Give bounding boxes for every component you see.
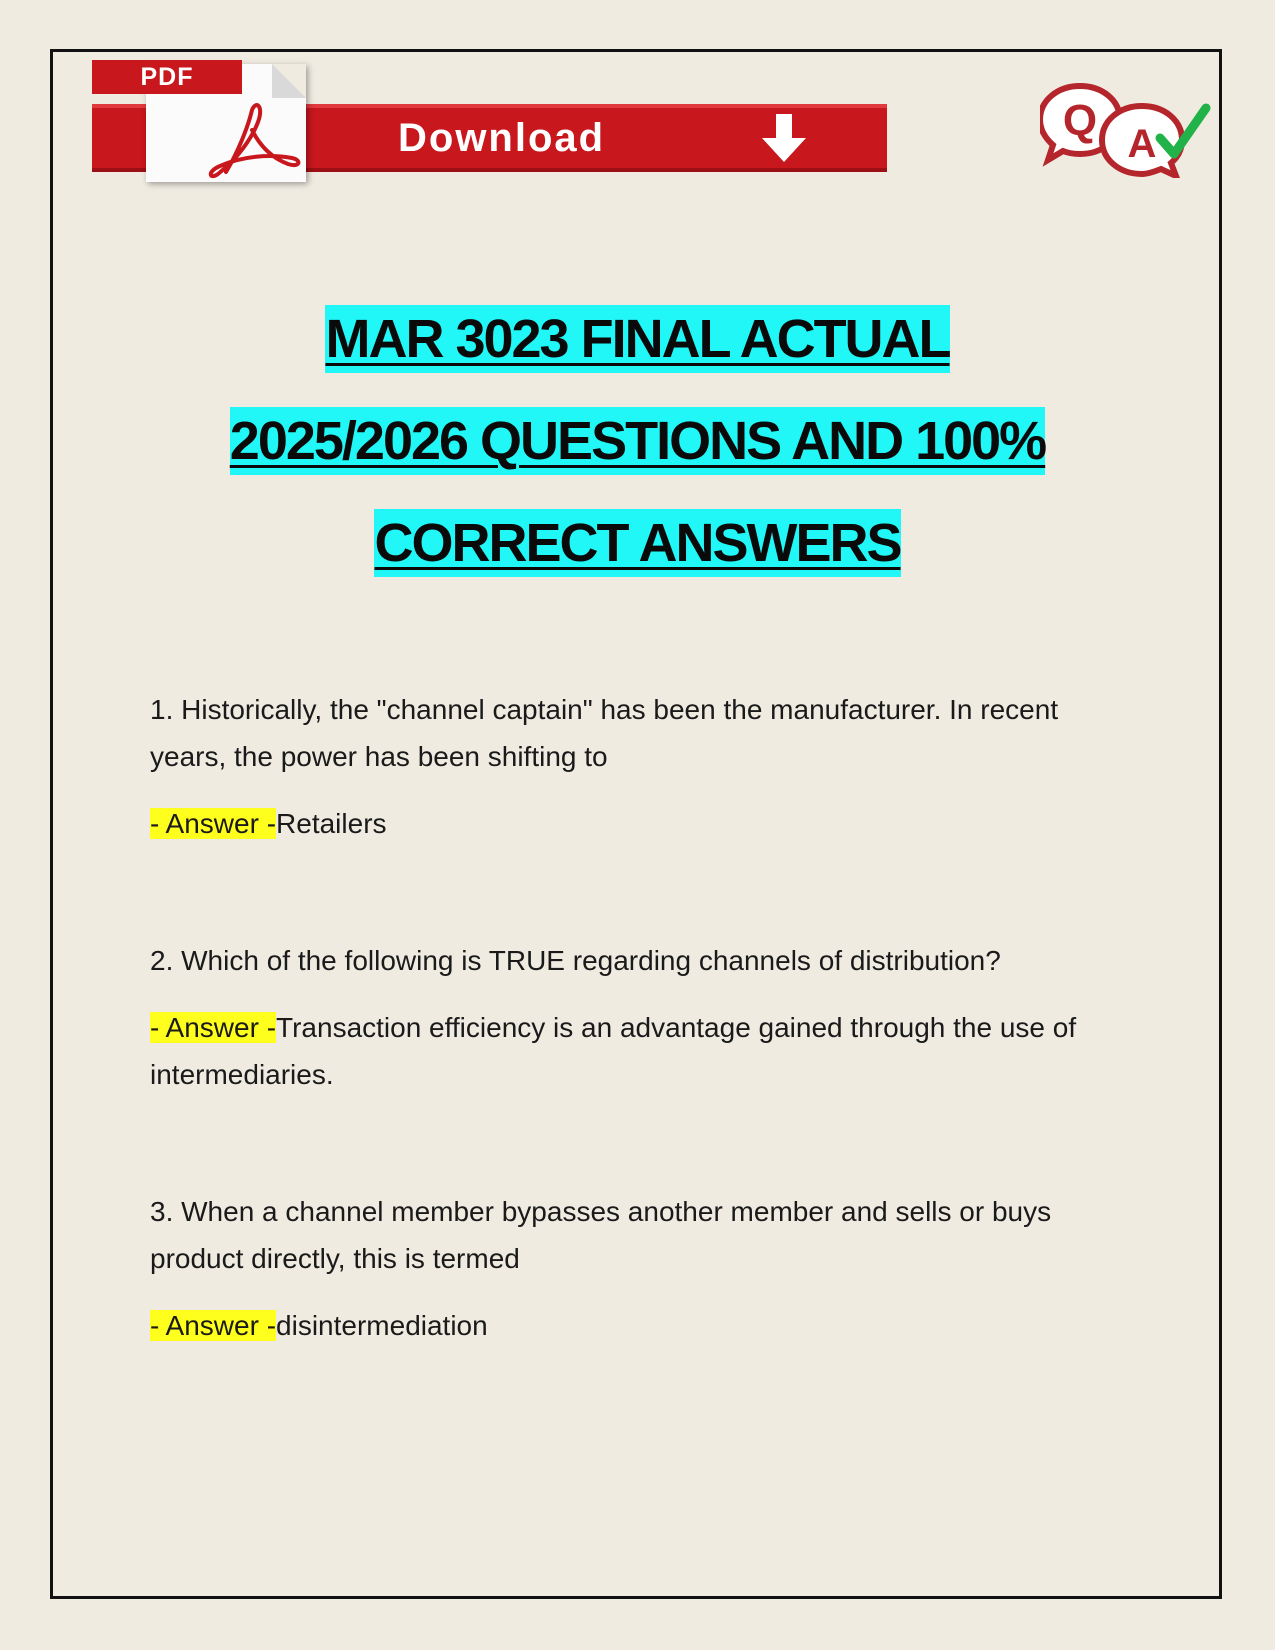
pdf-label: PDF (92, 60, 242, 94)
answer-tag: - Answer - (150, 808, 277, 839)
page-fold (272, 64, 306, 98)
download-label: Download (398, 116, 606, 160)
answer-text: Transaction efficiency is an advantage gained through the use of intermediaries. (150, 1012, 1077, 1090)
question-item (150, 686, 1140, 847)
answer-line (150, 800, 1140, 847)
title-line-3: CORRECT ANSWERS (374, 509, 900, 577)
question-list (150, 686, 1140, 1439)
question-item (150, 1188, 1140, 1349)
qa-speech-bubbles-icon (1040, 78, 1212, 178)
title-line-2: 2025/2026 QUESTIONS AND 100% (230, 407, 1045, 475)
qa-logo-a: A (1127, 122, 1157, 166)
title-line-1: MAR 3023 FINAL ACTUAL (325, 305, 949, 373)
question-text: 3. When a channel member bypasses another member and sells or buys product directly, this is termed (150, 1196, 1052, 1274)
document-title (60, 305, 1215, 611)
arrow-down-icon (758, 112, 810, 164)
answer-tag: - Answer - (150, 1310, 277, 1341)
qa-logo-q: Q (1062, 96, 1098, 145)
question-text: 1. Historically, the "channel captain" has been the manufacturer. In recent years, the power has been shifting to (150, 694, 1059, 772)
answer-text: Retailers (276, 808, 387, 839)
acrobat-swirl-icon (208, 102, 304, 182)
answer-text: disintermediation (276, 1310, 488, 1341)
answer-line (150, 1302, 1140, 1349)
question-text: 2. Which of the following is TRUE regarding channels of distribution? (150, 945, 1001, 976)
answer-line (150, 1004, 1140, 1098)
answer-tag: - Answer - (150, 1012, 277, 1043)
pdf-download-banner (92, 60, 887, 185)
question-item (150, 937, 1140, 1098)
